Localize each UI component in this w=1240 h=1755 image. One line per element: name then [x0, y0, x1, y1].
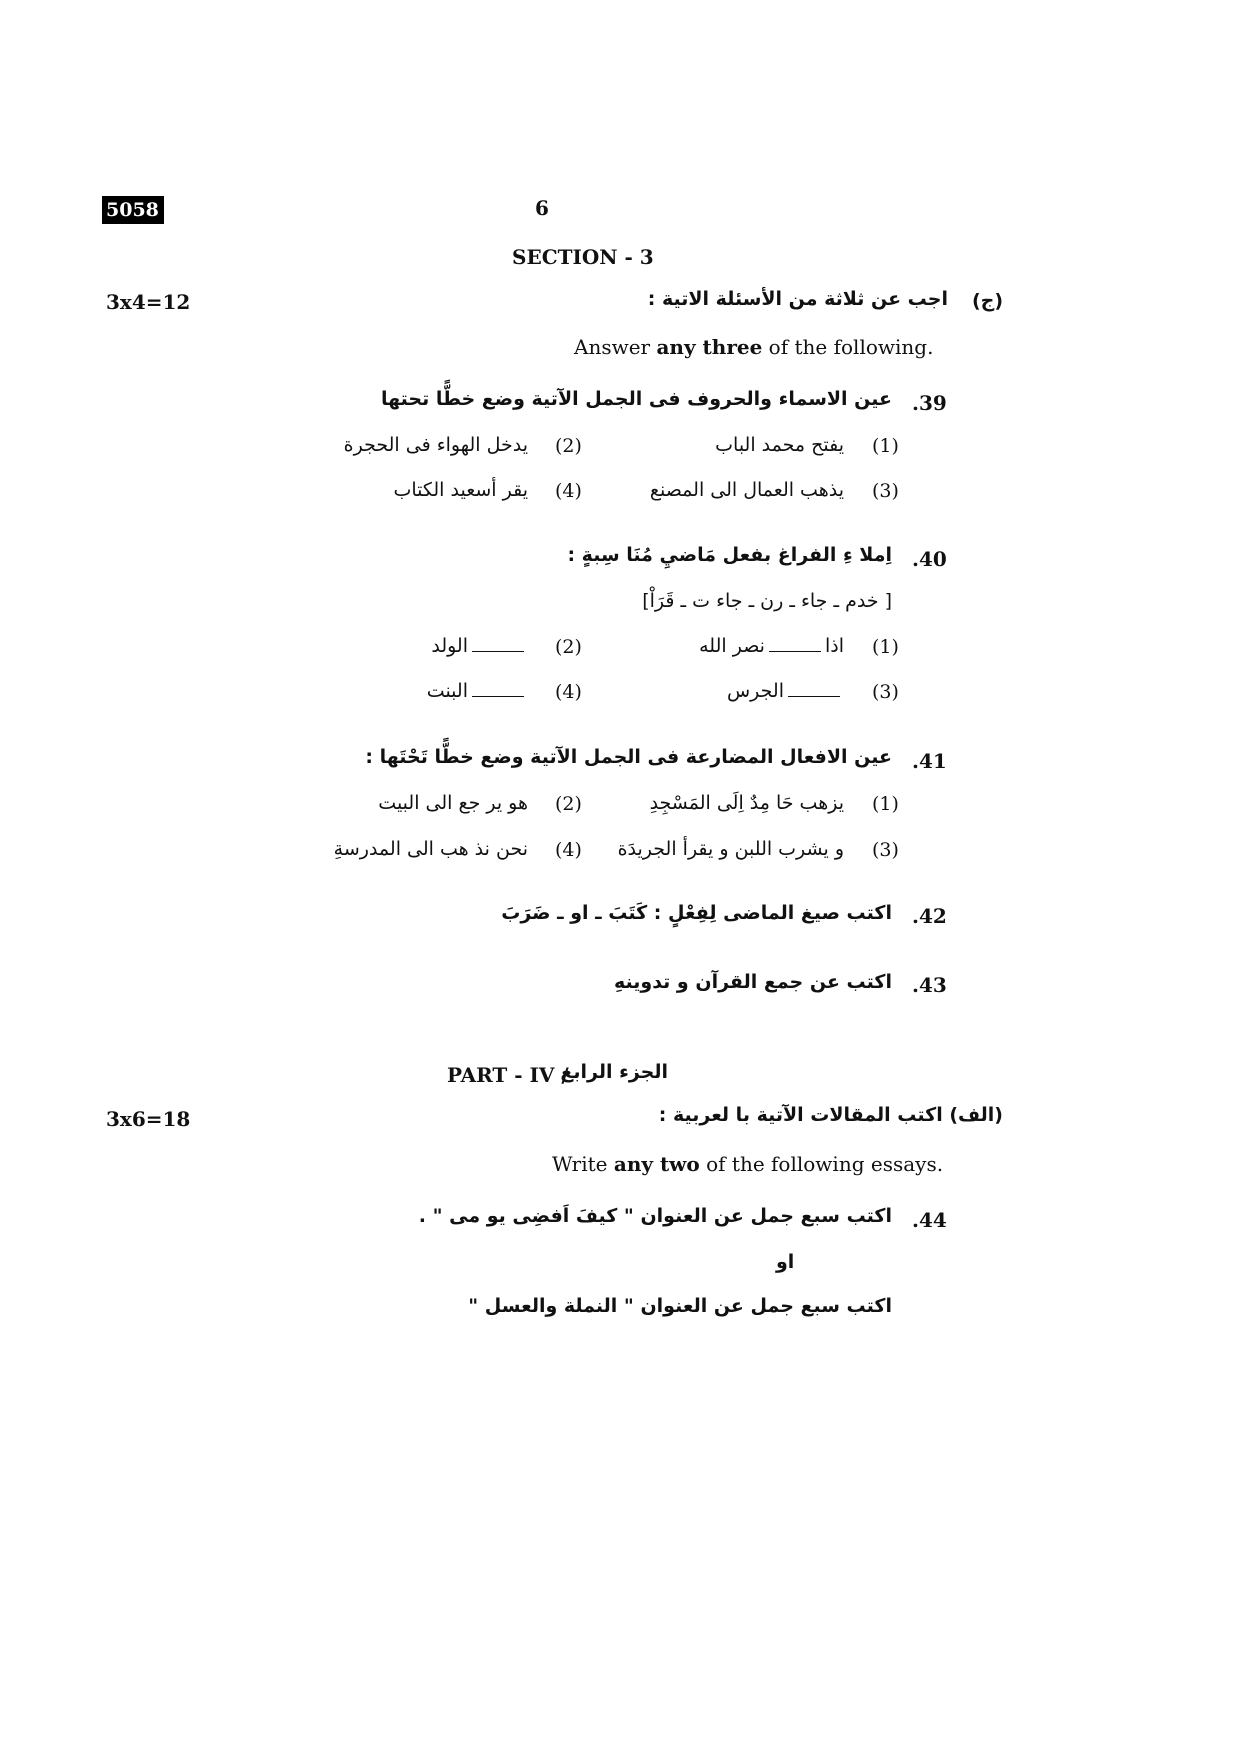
question-options: [ خدم ـ جاء ـ رن ـ جاء ت ـ قَرَاْ] — [642, 590, 892, 612]
question-text: عين الافعال المضارعة فى الجمل الآتية وضع خطًّا تَحْتَها : — [365, 746, 892, 768]
section-marks: 3x4=12 — [106, 290, 191, 314]
question-text: اكتب عن جمع القرآن و تدوينهِ — [613, 971, 892, 993]
item-label: (1) — [872, 636, 899, 658]
question-text: اِملا ءِ الفراغ بفعل مَاضيِ مُنَا سِبةٍ : — [567, 544, 892, 566]
item-text: و يشرب اللبن و يقرأ الجريدَة — [617, 838, 844, 860]
part-title-arabic: الجزء الرابع — [560, 1061, 668, 1083]
question-number: .41 — [912, 749, 947, 773]
answer-blank — [788, 696, 840, 697]
question-alt-text: اكتب سبع جمل عن العنوان " النملة والعسل " — [468, 1295, 892, 1317]
part-instruction-arabic: (الف) اكتب المقالات الآتية با لعربية : — [658, 1104, 1003, 1126]
item-text: يقر أسعيد الكتاب — [393, 479, 528, 501]
item-label: (3) — [872, 681, 899, 703]
part-marks: 3x6=18 — [106, 1107, 191, 1131]
item-label: (2) — [555, 636, 582, 658]
question-number: .43 — [912, 973, 947, 997]
question-text: عين الاسماء والحروف فى الجمل الآتية وضع خطًّا تحتها — [380, 388, 892, 410]
part-instruction-english: Write any two of the following essays. — [552, 1152, 944, 1176]
or-label: او — [776, 1251, 795, 1273]
item-label: (4) — [555, 681, 582, 703]
fill-blank-item: الجرس — [727, 682, 844, 701]
item-label: (4) — [555, 480, 582, 502]
section-instruction-arabic: اجب عن ثلاثة من الأسئلة الاتية : — [647, 288, 948, 310]
answer-blank — [472, 651, 524, 652]
item-text: هو ير جع الى البيت — [378, 792, 528, 814]
item-label: (3) — [872, 480, 899, 502]
question-text: اكتب سبع جمل عن العنوان " كيفَ اَفضِى يو مى " . — [418, 1205, 892, 1227]
item-text: يزهب حَا مِدٌ اِلَى المَسْجِدِ — [649, 792, 844, 814]
item-label: (1) — [872, 435, 899, 457]
answer-blank — [769, 651, 821, 652]
paper-code: 5058 — [102, 196, 164, 224]
question-number: .42 — [912, 904, 947, 928]
item-text: يفتح محمد الباب — [715, 434, 844, 456]
section-title: SECTION - 3 — [512, 245, 654, 269]
question-text: اكتب صيغ الماضى لِفِعْلٍ : كَتَبَ ـ او ـ ضَرَبَ — [501, 902, 892, 924]
fill-blank-item: البنت — [427, 682, 528, 701]
item-label: (2) — [555, 435, 582, 457]
item-text: يذهب العمال الى المصنع — [649, 479, 844, 501]
fill-blank-item: اذانصر الله — [699, 635, 844, 657]
page-number: 6 — [535, 196, 549, 220]
fill-blank-item: الولد — [431, 637, 528, 656]
item-text: يدخل الهواء فى الحجرة — [343, 434, 528, 456]
part-title: PART - IV / — [447, 1063, 569, 1087]
question-number: .44 — [912, 1208, 947, 1232]
item-label: (4) — [555, 839, 582, 861]
item-text: نحن نذ هب الى المدرسةِ — [333, 838, 528, 860]
answer-blank — [472, 696, 524, 697]
question-number: .39 — [912, 391, 947, 415]
item-label: (1) — [872, 793, 899, 815]
question-number: .40 — [912, 547, 947, 571]
section-instruction-english: Answer any three of the following. — [574, 335, 934, 359]
item-label: (3) — [872, 839, 899, 861]
item-label: (2) — [555, 793, 582, 815]
section-instruction-letter: (ج) — [971, 290, 1003, 312]
